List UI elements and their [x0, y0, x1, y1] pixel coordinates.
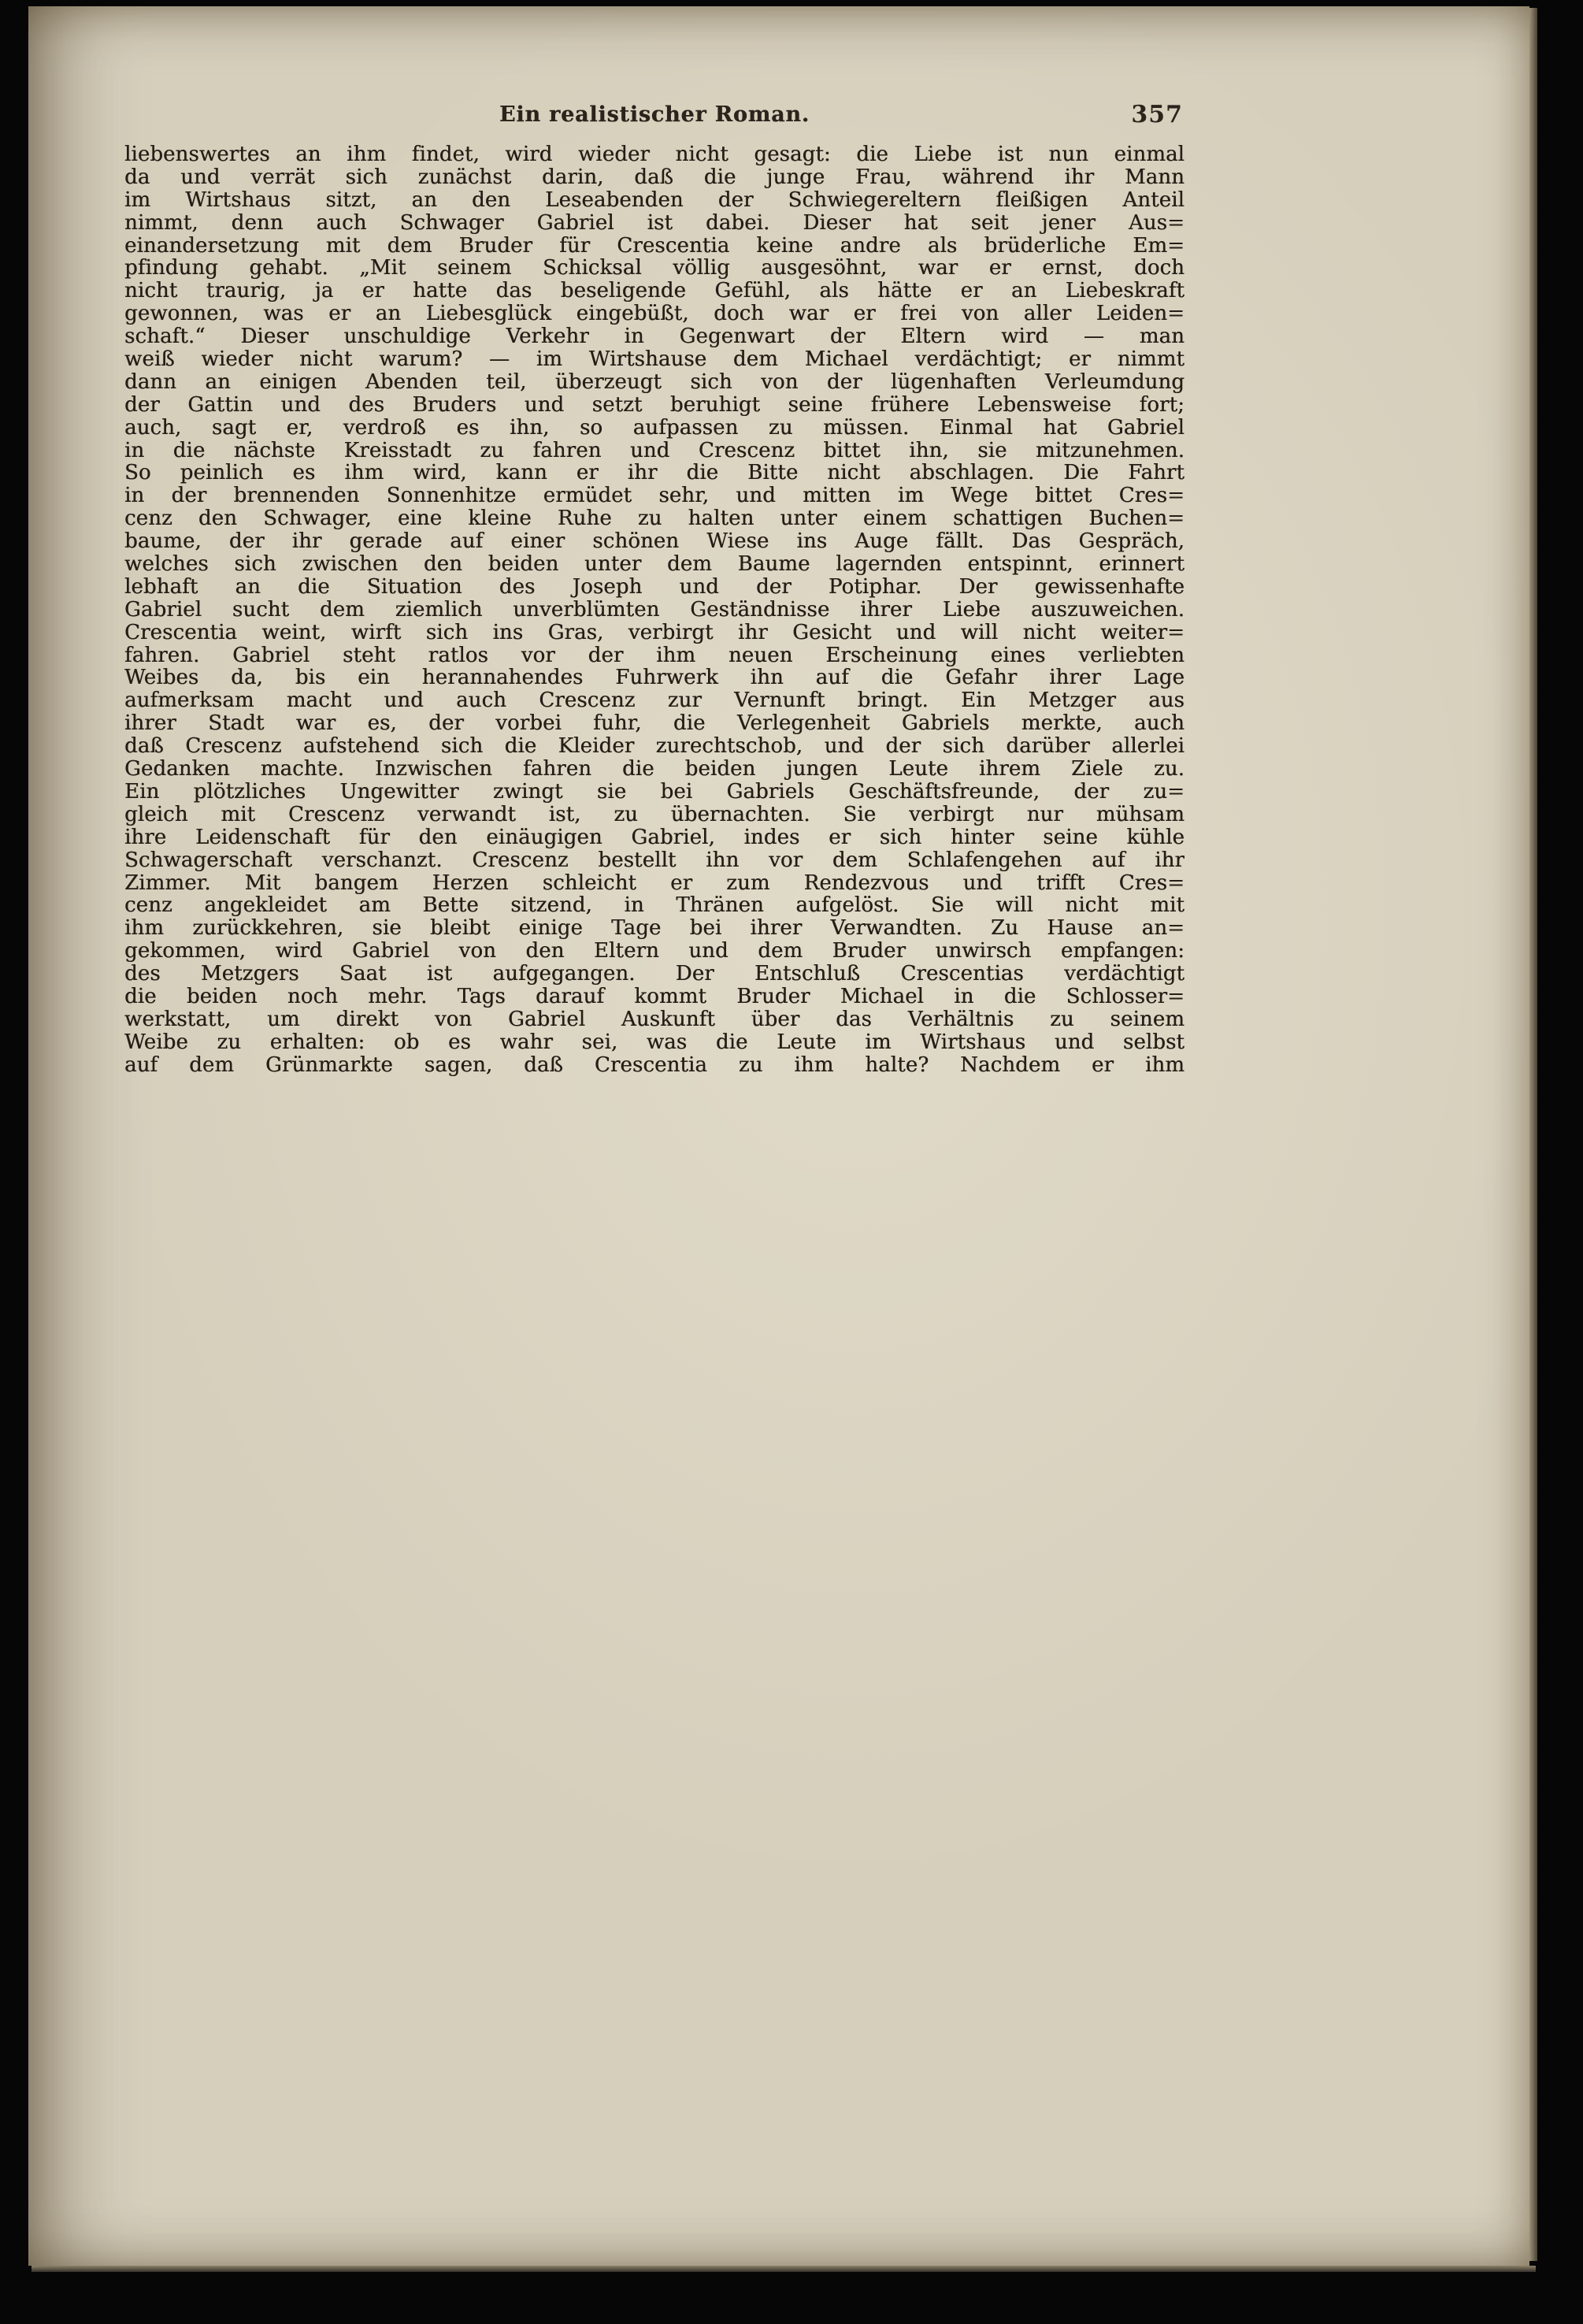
text-line: lebhaft an die Situation des Joseph und der Potiphar. Der gewissenhafte [124, 575, 1184, 599]
text-line: im Wirtshaus sitzt, an den Leseabenden der Schwiegereltern fleißigen Anteil [124, 188, 1184, 212]
text-line: Gedanken machte. Inzwischen fahren die beiden jungen Leute ihrem Ziele zu. [124, 758, 1184, 781]
text-line: cenz angekleidet am Bette sitzend, in Thränen aufgelöst. Sie will nicht mit [124, 894, 1184, 918]
text-line: gekommen, wird Gabriel von den Eltern und dem Bruder unwirsch empfangen: [124, 940, 1184, 963]
text-line: da und verrät sich zunächst darin, daß die junge Frau, während ihr Mann [124, 165, 1184, 189]
book-page-edge-bottom [32, 2266, 1536, 2272]
text-line: fahren. Gabriel steht ratlos vor der ihm neuen Erscheinung eines verliebten [124, 644, 1184, 667]
text-line: in die nächste Kreisstadt zu fahren und Crescenz bittet ihn, sie mitzunehmen. [124, 439, 1184, 462]
text-line: pfindung gehabt. „Mit seinem Schicksal völlig ausgesöhnt, war er ernst, doch [124, 257, 1184, 280]
text-line: welches sich zwischen den beiden unter dem Baume lagernden entspinnt, erinnert [124, 553, 1184, 576]
text-line: gleich mit Crescenz verwandt ist, zu übernachten. Sie verbirgt nur mühsam [124, 803, 1184, 826]
text-line: Ein plötzliches Ungewitter zwingt sie bei Gabriels Geschäftsfreunde, der zu= [124, 780, 1184, 804]
text-line: auch, sagt er, verdroß es ihn, so aufpassen zu müssen. Einmal hat Gabriel [124, 416, 1184, 440]
page-title: Ein realistischer Roman. [499, 102, 810, 127]
text-line: aufmerksam macht und auch Crescenz zur Vernunft bringt. Ein Metzger aus [124, 689, 1184, 713]
page-number: 357 [1131, 101, 1183, 128]
text-line: Crescentia weint, wirft sich ins Gras, verbirgt ihr Gesicht und will nicht weiter= [124, 621, 1184, 644]
text-line: einandersetzung mit dem Bruder für Crescentia keine andre als brüderliche Em= [124, 234, 1184, 258]
text-line: Zimmer. Mit bangem Herzen schleicht er zum Rendezvous und trifft Cres= [124, 871, 1184, 895]
book-page [28, 6, 1529, 2266]
text-line: die beiden noch mehr. Tags darauf kommt Bruder Michael in die Schlosser= [124, 985, 1184, 1008]
text-line: Weibe zu erhalten: ob es wahr sei, was die Leute im Wirtshaus und selbst [124, 1030, 1184, 1054]
text-line: ihrer Stadt war es, der vorbei fuhr, die Verlegenheit Gabriels merkte, auch [124, 712, 1184, 736]
text-line: Gabriel sucht dem ziemlich unverblümten Geständnisse ihrer Liebe auszuweichen. [124, 598, 1184, 622]
body-text [124, 143, 1184, 1077]
text-line: So peinlich es ihm wird, kann er ihr die Bitte nicht abschlagen. Die Fahrt [124, 462, 1184, 485]
text-line: werkstatt, um direkt von Gabriel Auskunft über das Verhältnis zu seinem [124, 1008, 1184, 1031]
text-line: Schwagerschaft verschanzt. Crescenz bestellt ihn vor dem Schlafengehen auf ihr [124, 848, 1184, 872]
text-line: gewonnen, was er an Liebesglück eingebüßt, doch war er frei von aller Leiden= [124, 303, 1184, 326]
text-line: in der brennenden Sonnenhitze ermüdet sehr, und mitten im Wege bittet Cres= [124, 484, 1184, 508]
text-line: ihre Leidenschaft für den einäugigen Gabriel, indes er sich hinter seine kühle [124, 826, 1184, 849]
text-line: auf dem Grünmarkte sagen, daß Crescentia zu ihm halte? Nachdem er ihm [124, 1053, 1184, 1077]
text-line: der Gattin und des Bruders und setzt beruhigt seine frühere Lebensweise fort; [124, 393, 1184, 417]
text-line: nimmt, denn auch Schwager Gabriel ist dabei. Dieser hat seit jener Aus= [124, 211, 1184, 235]
text-line: ihm zurückkehren, sie bleibt einige Tage bei ihrer Verwandten. Zu Hause an= [124, 917, 1184, 941]
text-line: liebenswertes an ihm findet, wird wieder nicht gesagt: die Liebe ist nun einmal [124, 143, 1184, 166]
text-line: weiß wieder nicht warum? — im Wirtshause dem Michael verdächtigt; er nimmt [124, 348, 1184, 371]
text-line: dann an einigen Abenden teil, überzeugt sich von der lügenhaften Verleumdung [124, 370, 1184, 394]
running-header [124, 101, 1184, 129]
text-line: cenz den Schwager, eine kleine Ruhe zu halten unter einem schattigen Buchen= [124, 507, 1184, 531]
text-line: daß Crescenz aufstehend sich die Kleider zurechtschob, und der sich darüber allerlei [124, 735, 1184, 759]
text-line: des Metzgers Saat ist aufgegangen. Der Entschluß Crescentias verdächtigt [124, 963, 1184, 986]
text-line: nicht traurig, ja er hatte das beseligende Gefühl, als hätte er an Liebeskraft [124, 280, 1184, 303]
text-line: schaft.“ Dieser unschuldige Verkehr in Gegenwart der Eltern wird — man [124, 325, 1184, 349]
text-line: Weibes da, bis ein herannahendes Fuhrwerk ihn auf die Gefahr ihrer Lage [124, 666, 1184, 690]
book-page-edge-right [1529, 8, 1537, 2261]
text-line: baume, der ihr gerade auf einer schönen Wiese ins Auge fällt. Das Gespräch, [124, 530, 1184, 554]
